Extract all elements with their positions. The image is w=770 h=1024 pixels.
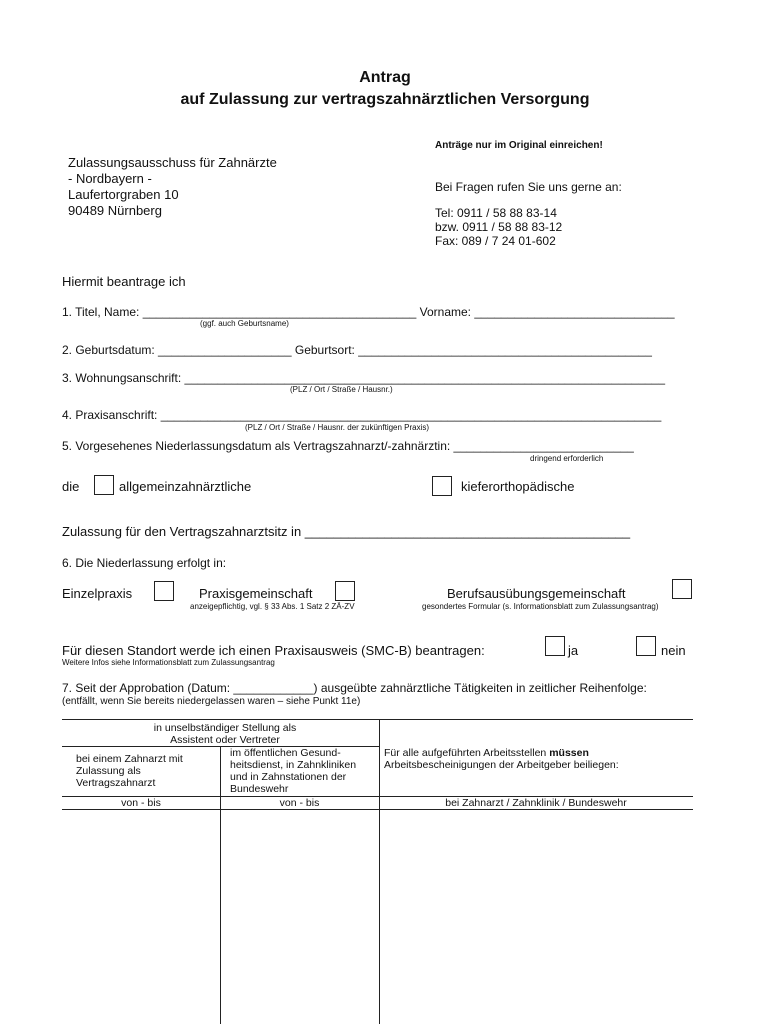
birth-field[interactable]: 2. Geburtsdatum: ____________________ Geburtsort: ____________________________________________ xyxy=(62,343,652,357)
table-sub3: bei Zahnarzt / Zahnklinik / Bundeswehr xyxy=(445,797,627,809)
address-line: 90489 Nürnberg xyxy=(68,203,162,218)
section6-label: 6. Die Niederlassung erfolgt in: xyxy=(62,556,227,570)
smcb-nein-label: nein xyxy=(661,643,686,658)
table-rule xyxy=(62,809,693,810)
settlement-date-field[interactable]: 5. Vorgesehenes Niederlassungsdatum als Vertragszahnarzt/-zahnärztin: ___________________________ xyxy=(62,439,634,453)
contact-fax: Fax: 089 / 7 24 01-602 xyxy=(435,234,556,248)
form-title: Antrag xyxy=(359,69,411,86)
address-line: - Nordbayern - xyxy=(68,171,152,186)
bag-label: Berufsausübungsgemeinschaft xyxy=(447,586,626,601)
praxisgem-checkbox[interactable] xyxy=(335,581,355,601)
address-line: Laufertorgraben 10 xyxy=(68,187,179,202)
original-notice: Anträge nur im Original einreichen! xyxy=(435,140,603,151)
table-sub2: von - bis xyxy=(279,797,320,809)
bag-hint: gesondertes Formular (s. Informationsblatt zum Zulassungsantrag) xyxy=(422,602,659,611)
table-group-header: in unselbständiger Stellung als Assistent oder Vertreter xyxy=(153,722,297,746)
smcb-question: Für diesen Standort werde ich einen Praxisausweis (SMC-B) beantragen: xyxy=(62,643,485,658)
bag-checkbox[interactable] xyxy=(672,579,692,599)
form-subtitle: auf Zulassung zur vertragszahnärztlichen Versorgung xyxy=(180,91,590,108)
contact-tel: Tel: 0911 / 58 88 83-14 xyxy=(435,206,557,220)
table-sub1: von - bis xyxy=(121,797,161,809)
kfo-checkbox[interactable] xyxy=(432,476,452,496)
kfo-label: kieferorthopädische xyxy=(461,479,575,494)
table-divider xyxy=(220,747,221,1024)
smcb-ja-checkbox[interactable] xyxy=(545,636,565,656)
name-field[interactable]: 1. Titel, Name: _________________________________________ Vorname: ______________________________ xyxy=(62,305,675,319)
praxisgem-hint: anzeigepflichtig, vgl. § 33 Abs. 1 Satz 2 ZÄ-ZV xyxy=(190,602,355,611)
allgemein-label: allgemeinzahnärztliche xyxy=(119,479,252,494)
recipient-address xyxy=(68,155,277,219)
table-divider xyxy=(379,720,380,1024)
practice-address-field[interactable]: 4. Praxisanschrift: ___________________________________________________________________________ xyxy=(62,408,662,422)
residence-field[interactable]: 3. Wohnungsanschrift: ________________________________________________________________________ xyxy=(62,371,666,385)
die-label: die xyxy=(62,479,80,494)
table-col1-header: bei einem Zahnarzt mit Zulassung als Vertragszahnarzt xyxy=(76,753,183,789)
table-rule xyxy=(62,719,693,720)
approbation-field[interactable]: 7. Seit der Approbation (Datum: ____________) ausgeübte zahnärztliche Tätigkeiten in zeitlicher Reihenfolge: xyxy=(62,681,647,695)
contact-bzw: bzw. 0911 / 58 88 83-12 xyxy=(435,220,563,234)
address-line: Zulassungsausschuss für Zahnärzte xyxy=(68,155,277,170)
smcb-ja-label: ja xyxy=(568,643,579,658)
smcb-hint: Weitere Infos siehe Informationsblatt zum Zulassungsantrag xyxy=(62,658,275,667)
name-hint: (ggf. auch Geburtsname) xyxy=(200,319,289,328)
contact-numbers xyxy=(435,206,562,248)
approbation-hint: (entfällt, wenn Sie bereits niedergelassen waren – siehe Punkt 11e) xyxy=(62,696,361,707)
contact-intro: Bei Fragen rufen Sie uns gerne an: xyxy=(435,180,622,194)
einzel-checkbox[interactable] xyxy=(154,581,174,601)
settlement-date-hint: dringend erforderlich xyxy=(530,454,604,463)
table-col2-header: im öffentlichen Gesund-heitsdienst, in Zahnkliniken und in Zahnstationen der Bundeswehr xyxy=(230,747,357,795)
seat-field[interactable]: Zulassung für den Vertragszahnarztsitz in _____________________________________________ xyxy=(62,524,631,539)
residence-hint: (PLZ / Ort / Straße / Hausnr.) xyxy=(290,385,393,394)
intro-text: Hiermit beantrage ich xyxy=(62,274,186,289)
allgemein-checkbox[interactable] xyxy=(94,475,114,495)
table-col3-header: Für alle aufgeführten Arbeitsstellen müssen Arbeitsbescheinigungen der Arbeitgeber beiliegen: xyxy=(384,747,619,771)
practice-address-hint: (PLZ / Ort / Straße / Hausnr. der zukünftigen Praxis) xyxy=(245,423,430,432)
praxisgem-label: Praxisgemeinschaft xyxy=(199,586,313,601)
smcb-nein-checkbox[interactable] xyxy=(636,636,656,656)
einzel-label: Einzelpraxis xyxy=(62,586,133,601)
